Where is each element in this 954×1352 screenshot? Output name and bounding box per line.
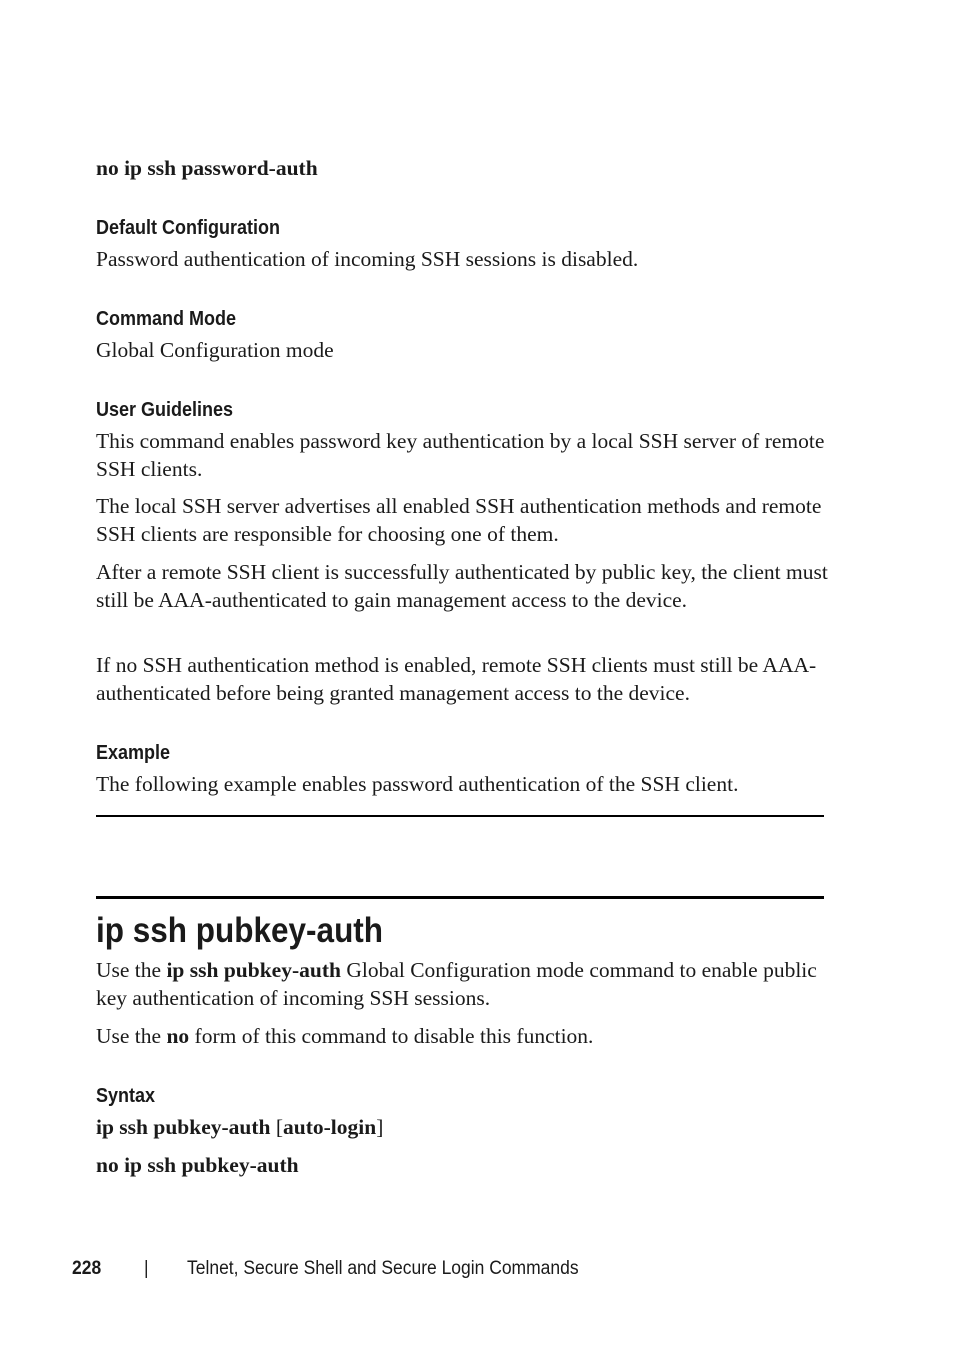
syntax-open-bracket: [ (275, 1115, 284, 1139)
command-mode-text: Global Configuration mode (96, 338, 334, 362)
intro-prefix: Use the (96, 958, 167, 982)
section-no-form (96, 1022, 836, 1050)
user-guidelines-paragraph: If no SSH authentication method is enabled, remote SSH clients must still be AAA-authenticated before being granted management access to the device. (96, 653, 817, 705)
syntax-heading: Syntax (96, 1085, 156, 1107)
section-start-rule (96, 896, 824, 899)
example-heading: Example (96, 742, 171, 764)
no-form-keyword: no (166, 1024, 190, 1048)
prev-no-syntax: no ip ssh password-auth (96, 156, 318, 180)
syntax-command (96, 1113, 383, 1141)
section-title: ip ssh pubkey-auth (96, 911, 384, 950)
user-guidelines-paragraph: After a remote SSH client is successfully authenticated by public key, the client must still be AAA-authenticated to gain management access to the device. (96, 560, 828, 612)
intro-command: ip ssh pubkey-auth (166, 958, 341, 982)
example-text: The following example enables password authentication of the SSH client. (96, 772, 739, 796)
default-configuration-text: Password authentication of incoming SSH sessions is disabled. (96, 247, 639, 271)
syntax-close-bracket: ] (376, 1115, 384, 1139)
syntax-command-name: ip ssh pubkey-auth (96, 1115, 271, 1139)
command-mode-heading: Command Mode (96, 308, 237, 330)
syntax-option: auto-login (283, 1115, 377, 1139)
footer-separator: | (144, 1258, 149, 1279)
user-guidelines-paragraph: The local SSH server advertises all enabled SSH authentication methods and remote SSH clients are responsible for choosing one of them. (96, 494, 822, 546)
page-number: 228 (72, 1258, 102, 1279)
intro-suffix: Global Configuration mode command to enable public key authentication of incoming SSH sessions. (96, 958, 817, 1010)
chapter-title: Telnet, Secure Shell and Secure Login Commands (187, 1258, 579, 1279)
no-form-prefix: Use the (96, 1024, 167, 1048)
default-configuration-heading: Default Configuration (96, 217, 280, 239)
syntax-no-command: no ip ssh pubkey-auth (96, 1153, 299, 1177)
section-end-rule (96, 815, 824, 817)
user-guidelines-heading: User Guidelines (96, 399, 234, 421)
user-guidelines-paragraph: This command enables password key authentication by a local SSH server of remote SSH clients. (96, 429, 825, 481)
section-intro (96, 956, 836, 1012)
no-form-suffix: form of this command to disable this function. (189, 1024, 594, 1048)
